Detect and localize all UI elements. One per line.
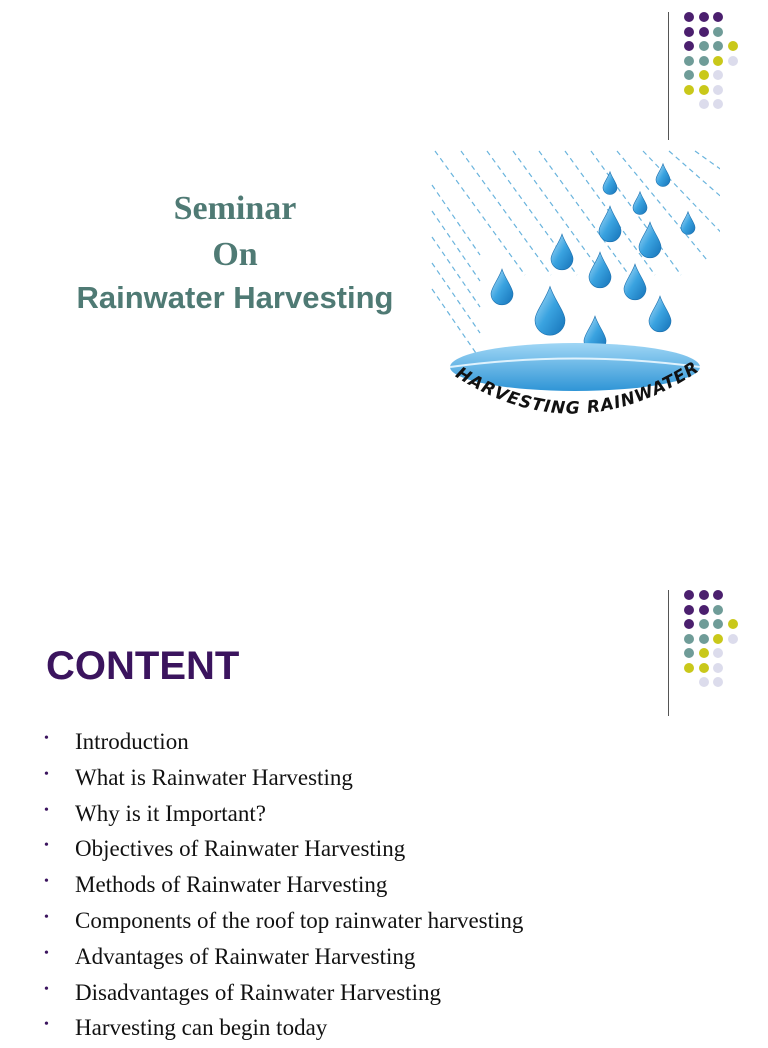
list-item xyxy=(44,726,523,762)
list-item xyxy=(44,1012,523,1048)
content-slide xyxy=(0,580,768,1041)
water-drop xyxy=(649,296,671,332)
bullet-icon: • xyxy=(44,945,49,961)
bullet-icon: • xyxy=(44,731,49,746)
water-drop xyxy=(639,222,661,258)
title-line-on: On xyxy=(212,236,258,273)
list-item-text: Components of the roof top rainwater harvesting xyxy=(75,907,524,933)
list-item-text: Why is it Important? xyxy=(75,800,266,826)
water-drop xyxy=(624,264,646,300)
list-item xyxy=(44,798,523,834)
list-item xyxy=(44,762,523,798)
content-heading: CONTENT xyxy=(46,644,240,688)
list-item xyxy=(44,941,523,977)
water-drop xyxy=(491,269,513,305)
list-item-text: What is Rainwater Harvesting xyxy=(75,764,353,790)
list-item xyxy=(44,977,523,1013)
water-drop xyxy=(603,172,617,195)
logo-arc-text: HARVESTING RAINWATER xyxy=(451,357,703,419)
list-item-text: Advantages of Rainwater Harvesting xyxy=(75,943,416,969)
list-item-text: Disadvantages of Rainwater Harvesting xyxy=(75,979,441,1005)
water-drop xyxy=(535,287,565,336)
vertical-divider-line xyxy=(668,12,669,140)
title-line-topic: Rainwater Harvesting xyxy=(76,280,394,315)
bullet-icon: • xyxy=(44,981,49,997)
bullet-icon: • xyxy=(44,874,49,890)
list-item-text: Objectives of Rainwater Harvesting xyxy=(75,836,406,862)
content-list xyxy=(44,726,523,1048)
water-drop xyxy=(551,234,573,270)
water-drop xyxy=(599,206,621,242)
water-drop xyxy=(633,192,647,215)
list-item-text: Introduction xyxy=(75,729,189,754)
title-line-seminar: Seminar xyxy=(173,190,297,227)
bullet-icon: • xyxy=(44,766,49,782)
vertical-divider-line xyxy=(668,590,669,716)
bullet-icon: • xyxy=(44,802,49,818)
list-item xyxy=(44,833,523,869)
rain-drops-illustration-icon xyxy=(430,145,720,445)
bullet-icon: • xyxy=(44,909,49,925)
bullet-icon: • xyxy=(44,838,49,854)
list-item xyxy=(44,869,523,905)
list-item xyxy=(44,905,523,941)
bullet-icon: • xyxy=(44,1017,49,1033)
water-drop xyxy=(589,252,611,288)
list-item-text: Harvesting can begin today xyxy=(75,1015,328,1041)
water-drop xyxy=(681,212,695,235)
list-item-text: Methods of Rainwater Harvesting xyxy=(75,872,388,898)
